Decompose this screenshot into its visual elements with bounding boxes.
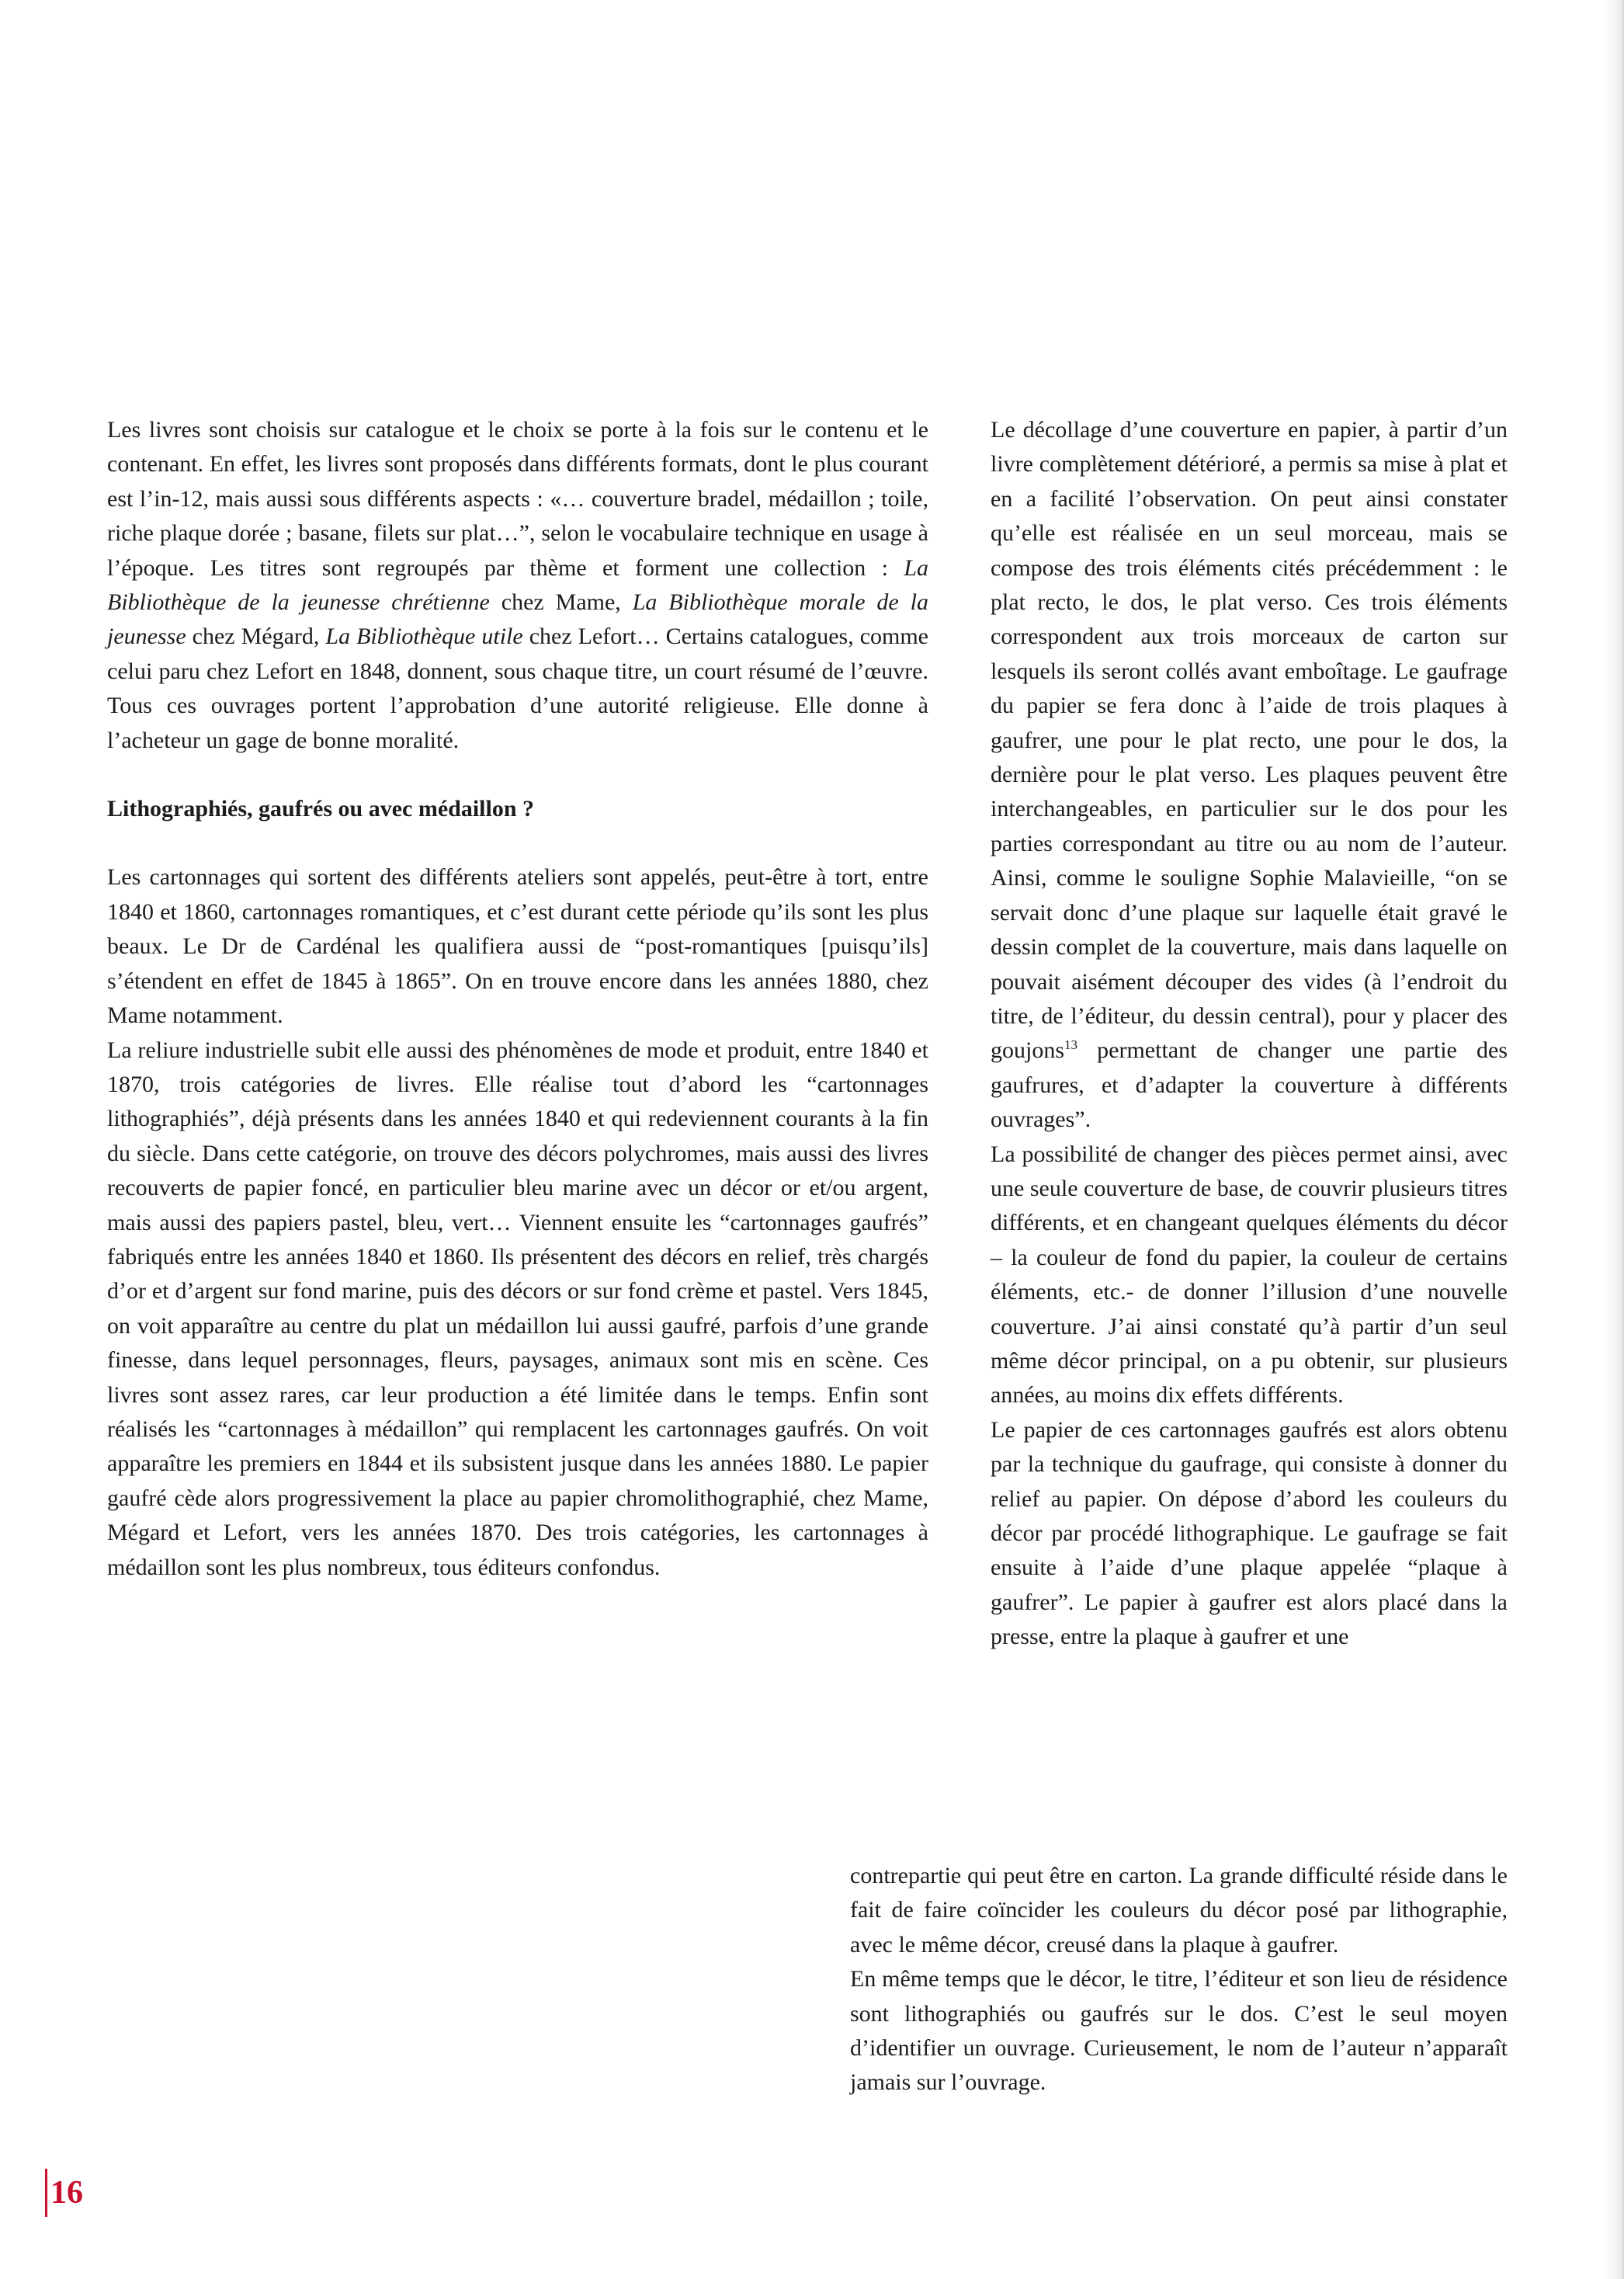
collection-title-2: La Bibliothèque morale de la jeunesse <box>107 589 928 650</box>
left-p1-text-c: chez Mégard, <box>186 624 326 650</box>
bottom-text-block <box>850 1859 1508 2100</box>
collection-title-3: La Bibliothèque utile <box>325 624 523 650</box>
left-paragraph-3: La reliure industrielle subit elle aussi des phénomènes de mode et produit, entre 1840 et 1870, trois catégories de livres. Elle réalise tout d’abord les “cartonnages lithographiés”, déjà présents dans les années 1840 et qui redeviennent courants à la fin du siècle. Dans cette catégorie, on trouve des décors polychromes, mais aussi des livres recouverts de papier foncé, en particulier bleu marine avec un décor or et/ou argent, mais aussi des papiers pastel, bleu, vert… Viennent ensuite les “cartonnages gaufrés” fabriqués entre les années 1840 et 1860. Ils présentent des décors en relief, très chargés d’or et d’argent sur fond marine, puis des décors or sur fond crème et pastel. Vers 1845, on voit apparaître au centre du plat un médaillon lui aussi gaufré, parfois d’une grande finesse, dans lequel personnages, fleurs, paysages, animaux sont mis en scène. Ces livres sont assez rares, car leur production a été limitée dans le temps. Enfin sont réalisés les “cartonnages à médaillon” qui remplacent les cartonnages gaufrés. On voit apparaître les premiers en 1844 et ils subsistent jusque dans les années 1880. Le papier gaufré cède alors progressivement la place au papier chromolithographié, chez Mame, Mégard et Lefort, vers les années 1870. Des trois catégories, les cartonnages à médaillon sont les plus nombreux, tous éditeurs confondus. <box>107 1037 928 1580</box>
right-p1-text-a: Le décollage d’une couverture en papier, à partir d’un livre complètement détérioré, a permis sa mise à plat et en a facilité l’observation. On peut ainsi constater qu’elle est réalisée en un seul morceau, mais se compose des trois éléments cités précédemment : le plat recto, le dos, le plat verso. Ces trois éléments correspondent aux trois morceaux de carton sur lesquels ils seront collés avant emboîtage. Le gaufrage du papier se fera donc à l’aide de trois plaques à gaufrer, une pour le plat recto, une pour le dos, la dernière pour le plat verso. Les plaques peuvent être interchangeables, en particulier sur le dos pour les parties correspondant au titre ou au nom de l’auteur. Ainsi, comme le souligne Sophie Malavieille, “on se servait donc d’une plaque sur laquelle était gravé le dessin complet de la couverture, mais dans laquelle on pouvait aisément découper des vides (à l’endroit du titre, de l’éditeur, du dessin central), pour y placer des goujons <box>991 417 1508 1064</box>
page-number: 16 <box>45 2169 83 2217</box>
left-p1-text-a: Les livres sont choisis sur catalogue et le choix se porte à la fois sur le contenu et le contenant. En effet, les livres sont proposés dans différents formats, dont le plus courant est l’in-12, mais aussi sous différents aspects : «… couverture bradel, médaillon ; toile, riche plaque dorée ; basane, filets sur plat…”, selon le vocabulaire technique en usage à l’époque. Les titres sont regroupés par thème et forment une collection : <box>107 417 928 581</box>
left-paragraph-1 <box>107 413 928 758</box>
left-p1-text-d: chez Lefort… Certains catalogues, comme celui paru chez Lefort en 1848, donnent, sous chaque titre, un court résumé de l’œuvre. Tous ces ouvrages portent l’approbation d’une autorité religieuse. Elle donne à l’acheteur un gage de bonne moralité. <box>107 624 928 753</box>
right-paragraph-2: La possibilité de changer des pièces permet ainsi, avec une seule couverture de base, de couvrir plusieurs titres différents, et en changeant quelques éléments du décor – la couleur de fond du papier, la couleur de certains éléments, etc.- de donner l’illusion d’une nouvelle couverture. J’ai ainsi constaté qu’à partir d’un seul même décor principal, on a pu obtenir, sur plusieurs années, au moins dix effets différents. <box>991 1141 1508 1409</box>
left-column <box>107 413 928 1585</box>
footnote-reference: 13 <box>1064 1037 1078 1053</box>
right-column <box>991 413 1508 1655</box>
section-heading: Lithographiés, gaufrés ou avec médaillon ? <box>107 796 535 822</box>
collection-title-1: La Bibliothèque de la jeunesse chrétienne <box>107 554 928 616</box>
right-paragraph-3: Le papier de ces cartonnages gaufrés est alors obtenu par la technique du gaufrage, qui consiste à donner du relief au papier. On dépose d’abord les couleurs du décor par procédé lithographique. Le gaufrage se fait ensuite à l’aide d’une plaque appelée “plaque à gaufrer”. Le papier à gaufrer est alors placé dans la presse, entre la plaque à gaufrer et une <box>991 1416 1508 1650</box>
bottom-paragraph-continued: contrepartie qui peut être en carton. La grande difficulté réside dans le fait de faire coïncider les couleurs du décor posé par lithographie, avec le même décor, creusé dans la plaque à gaufrer. <box>850 1863 1508 1958</box>
right-paragraph-1 <box>991 413 1508 1138</box>
left-p1-text-b: chez Mame, <box>489 589 633 616</box>
page-edge-shadow <box>1601 0 1624 2279</box>
bottom-paragraph-final: En même temps que le décor, le titre, l’éditeur et son lieu de résidence sont lithographiés ou gaufrés sur le dos. C’est le seul moyen d’identifier un ouvrage. Curieusement, le nom de l’auteur n’apparaît jamais sur l’ouvrage. <box>850 1966 1508 2096</box>
left-paragraph-2: Les cartonnages qui sortent des différents ateliers sont appelés, peut-être à tort, entre 1840 et 1860, cartonnages romantiques, et c’est durant cette période qu’ils sont les plus beaux. Le Dr de Cardénal les qualifiera aussi de “post-romantiques [puisqu’ils] s’étendent en effet de 1845 à 1865”. On en trouve encore dans les années 1880, chez Mame notamment. <box>107 864 928 1029</box>
right-p1-text-b: permettant de changer une partie des gaufrures, et d’adapter la couverture à différents ouvrages”. <box>991 1037 1508 1133</box>
